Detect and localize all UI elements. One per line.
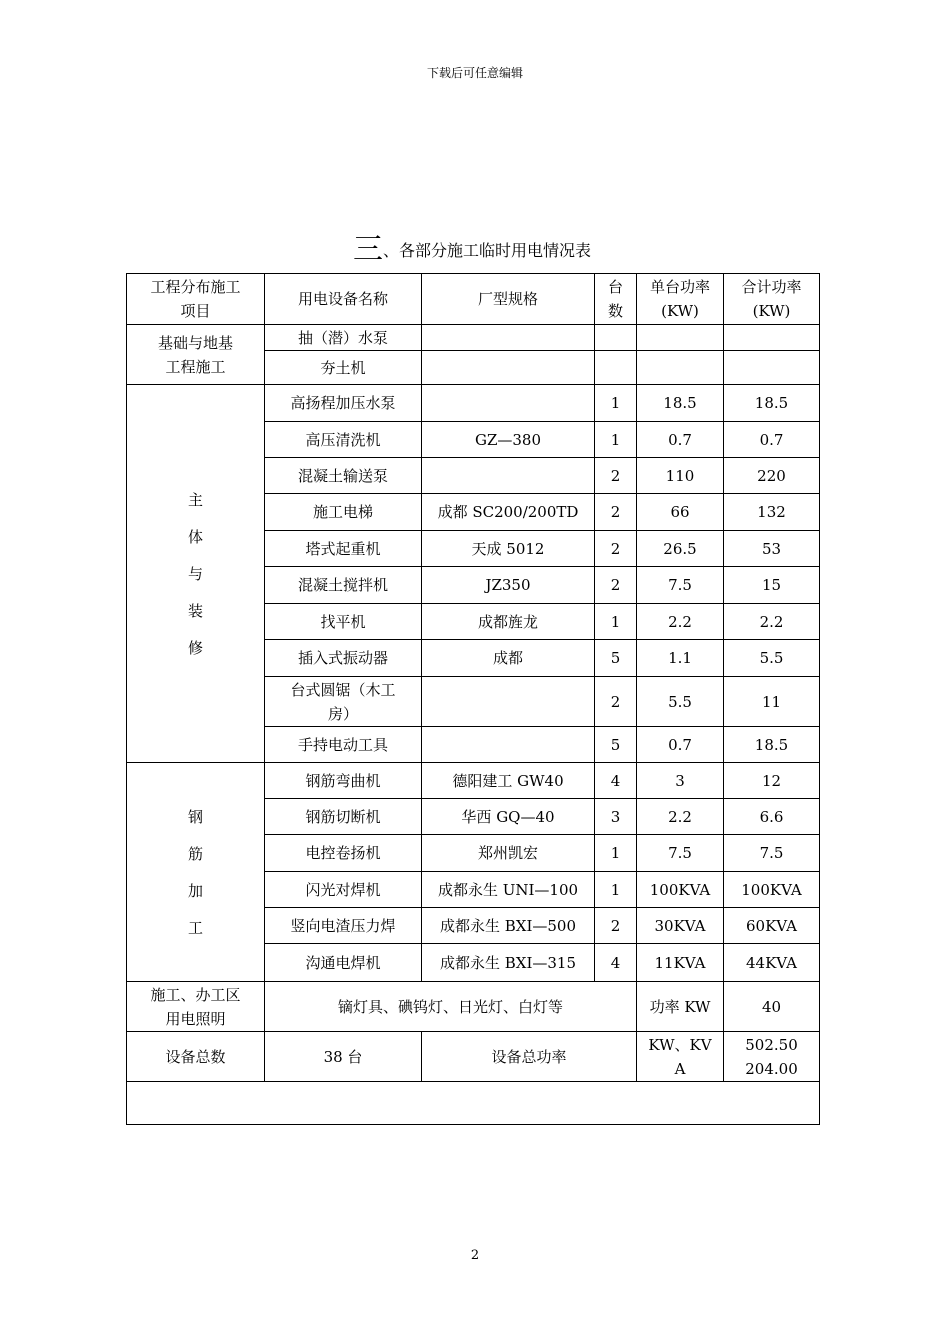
equipment-name: 沟通电焊机: [265, 944, 422, 982]
equipment-name: 塔式起重机: [265, 531, 422, 567]
equipment-count: 2: [595, 677, 637, 727]
equipment-name-line: 台式圆锯（木工: [290, 680, 396, 699]
header-model: 厂型规格: [422, 274, 595, 325]
title-numeral: 三: [352, 232, 383, 267]
table-row: [127, 325, 820, 351]
equipment-name: 施工电梯: [265, 494, 422, 531]
total-power: 44KVA: [724, 944, 820, 982]
lighting-label-line: 用电照明: [165, 1009, 226, 1028]
unit-power: 0.7: [637, 422, 724, 458]
equipment-count: 2: [595, 531, 637, 567]
totals-values: [724, 1032, 820, 1082]
table-title: [126, 232, 818, 269]
equipment-count: 1: [595, 385, 637, 422]
group-label-char: 主: [187, 490, 203, 509]
equipment-count: 2: [595, 567, 637, 604]
header-total-power: 合计功率 (KW): [724, 274, 820, 325]
totals-count: 38 台: [265, 1032, 422, 1082]
total-power: 2.2: [724, 604, 820, 640]
totals-values-line: 502.50: [745, 1035, 798, 1054]
equipment-count: 4: [595, 763, 637, 799]
equipment-model: 成都永生 UNI—100: [422, 872, 595, 908]
power-usage-table: [126, 273, 820, 1125]
equipment-name: 钢筋弯曲机: [265, 763, 422, 799]
total-power: 7.5: [724, 835, 820, 872]
equipment-count: 2: [595, 908, 637, 944]
equipment-name: [265, 677, 422, 727]
total-power: 15: [724, 567, 820, 604]
equipment-count: 5: [595, 727, 637, 763]
header-equipment: 用电设备名称: [265, 274, 422, 325]
unit-power: 110: [637, 458, 724, 494]
equipment-model: JZ350: [422, 567, 595, 604]
equipment-model: 德阳建工 GW40: [422, 763, 595, 799]
unit-power: 7.5: [637, 835, 724, 872]
equipment-name: 闪光对焊机: [265, 872, 422, 908]
header-count: 台 数: [595, 274, 637, 325]
equipment-name: 找平机: [265, 604, 422, 640]
total-power: 220: [724, 458, 820, 494]
equipment-model: 成都 SC200/200TD: [422, 494, 595, 531]
equipment-model: [422, 727, 595, 763]
header-note: 下载后可任意编辑: [426, 66, 523, 80]
unit-power: 11KVA: [637, 944, 724, 982]
equipment-count: 4: [595, 944, 637, 982]
group-label-char: 钢: [187, 807, 203, 826]
equipment-count: 2: [595, 494, 637, 531]
table-row: [127, 763, 820, 799]
equipment-name: 插入式振动器: [265, 640, 422, 677]
group-label-char: 工: [187, 918, 203, 937]
equipment-model: [422, 458, 595, 494]
unit-power: 2.2: [637, 799, 724, 835]
group-label-char: 修: [187, 638, 203, 657]
equipment-model: 成都旌龙: [422, 604, 595, 640]
unit-power: 7.5: [637, 567, 724, 604]
group-label-line: 基础与地基: [157, 333, 233, 352]
equipment-name: 夯土机: [265, 351, 422, 385]
equipment-name: 高压清洗机: [265, 422, 422, 458]
page-number: 2: [470, 1248, 480, 1263]
header-unit-power: 单台功率 (KW): [637, 274, 724, 325]
unit-power: 26.5: [637, 531, 724, 567]
unit-power: 3: [637, 763, 724, 799]
header-project: 工程分布施工 项目: [127, 274, 265, 325]
total-power: 60KVA: [724, 908, 820, 944]
equipment-name: 钢筋切断机: [265, 799, 422, 835]
lighting-label: [127, 982, 265, 1032]
group-label: [127, 325, 265, 385]
equipment-model: 华西 GQ—40: [422, 799, 595, 835]
totals-row: [127, 1032, 820, 1082]
unit-power: 5.5: [637, 677, 724, 727]
equipment-model: 成都永生 BXI—315: [422, 944, 595, 982]
equipment-name: 抽（潜）水泵: [265, 325, 422, 351]
total-power: 100KVA: [724, 872, 820, 908]
equipment-count: 3: [595, 799, 637, 835]
equipment-model: 郑州凯宏: [422, 835, 595, 872]
total-power: 12: [724, 763, 820, 799]
totals-label: 设备总数: [127, 1032, 265, 1082]
total-power: 18.5: [724, 385, 820, 422]
group-label-char: 体: [187, 527, 203, 546]
lighting-power-label: 功率 KW: [637, 982, 724, 1032]
group-label-char: 装: [187, 601, 203, 620]
group-label: [127, 385, 265, 763]
total-power: 53: [724, 531, 820, 567]
equipment-name: 电控卷扬机: [265, 835, 422, 872]
lighting-items: 镝灯具、碘钨灯、日光灯、白灯等: [265, 982, 637, 1032]
equipment-model: [422, 351, 595, 385]
total-power: [724, 325, 820, 351]
unit-power: 18.5: [637, 385, 724, 422]
equipment-model: [422, 325, 595, 351]
group-label-line: 工程施工: [165, 357, 226, 376]
equipment-count: 1: [595, 872, 637, 908]
equipment-name: 手持电动工具: [265, 727, 422, 763]
total-power: 0.7: [724, 422, 820, 458]
equipment-count: [595, 325, 637, 351]
equipment-model: GZ—380: [422, 422, 595, 458]
total-power: 11: [724, 677, 820, 727]
group-label-char: 与: [187, 564, 203, 583]
total-power: 132: [724, 494, 820, 531]
equipment-model: [422, 385, 595, 422]
lighting-row: [127, 982, 820, 1032]
title-text: 、各部分施工临时用电情况表: [382, 241, 591, 260]
unit-power: 2.2: [637, 604, 724, 640]
totals-values-line: 204.00: [745, 1059, 798, 1078]
unit-power: [637, 325, 724, 351]
table-row: [127, 385, 820, 422]
equipment-model: 成都: [422, 640, 595, 677]
group-label-char: 筋: [187, 844, 203, 863]
group-label: [127, 763, 265, 982]
equipment-model: 成都永生 BXI—500: [422, 908, 595, 944]
unit-power: 30KVA: [637, 908, 724, 944]
unit-power: 1.1: [637, 640, 724, 677]
unit-power: 66: [637, 494, 724, 531]
total-power: 5.5: [724, 640, 820, 677]
equipment-model: [422, 677, 595, 727]
table-body: [127, 274, 820, 1125]
header-row: [127, 274, 820, 325]
equipment-name: 竖向电渣压力焊: [265, 908, 422, 944]
unit-power: 100KVA: [637, 872, 724, 908]
total-power: 18.5: [724, 727, 820, 763]
equipment-count: 2: [595, 458, 637, 494]
unit-power: [637, 351, 724, 385]
equipment-count: 1: [595, 604, 637, 640]
equipment-count: 1: [595, 422, 637, 458]
equipment-name: 混凝土输送泵: [265, 458, 422, 494]
equipment-count: 1: [595, 835, 637, 872]
totals-units-line: A: [674, 1059, 686, 1078]
total-power: [724, 351, 820, 385]
equipment-model: 天成 5012: [422, 531, 595, 567]
equipment-name: 混凝土搅拌机: [265, 567, 422, 604]
equipment-name: 高扬程加压水泵: [265, 385, 422, 422]
totals-power-label: 设备总功率: [422, 1032, 637, 1082]
unit-power: 0.7: [637, 727, 724, 763]
empty-row: [127, 1082, 820, 1125]
lighting-power-value: 40: [724, 982, 820, 1032]
lighting-label-line: 施工、办工区: [150, 985, 241, 1004]
totals-units-line: KW、KV: [648, 1035, 712, 1054]
equipment-count: 5: [595, 640, 637, 677]
equipment-count: [595, 351, 637, 385]
totals-units: [637, 1032, 724, 1082]
total-power: 6.6: [724, 799, 820, 835]
equipment-name-line: 房）: [327, 704, 358, 723]
empty-cell: [127, 1082, 820, 1125]
group-label-char: 加: [187, 881, 203, 900]
